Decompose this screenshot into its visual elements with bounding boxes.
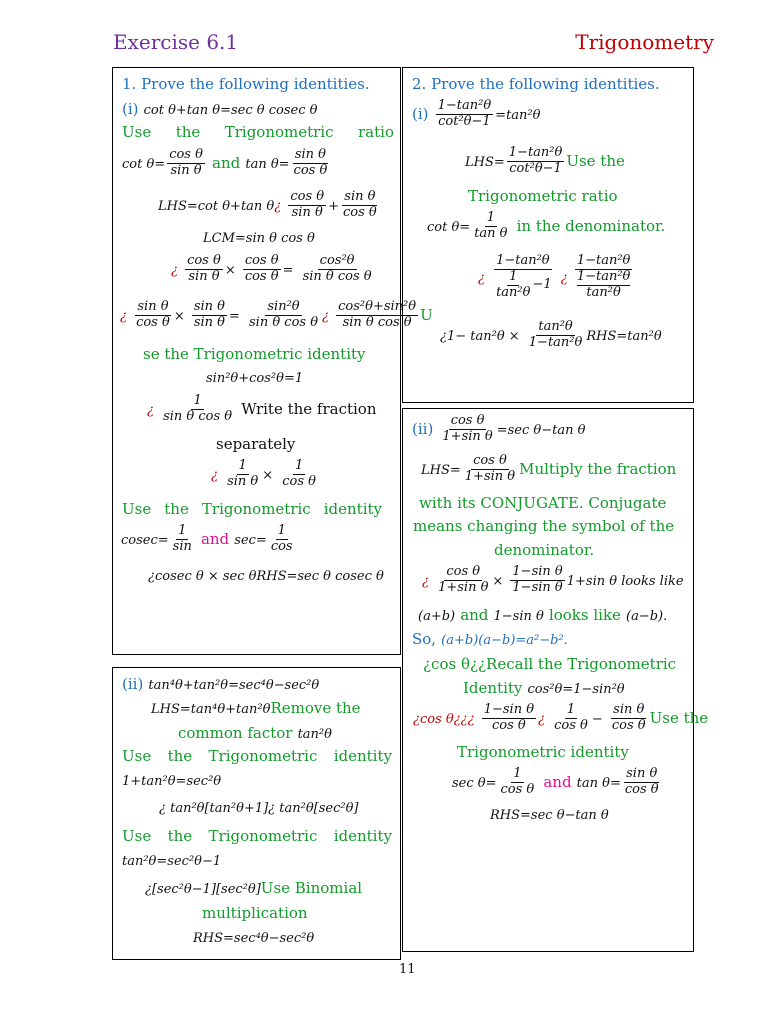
q1-recip-defs: cosec= $\frac{1}{\sin}$ and sec= $\frac{1}{\cos}$: [121, 523, 293, 554]
q1-final: ¿cosec θ × sec θRHS=sec θ cosec θ: [148, 569, 384, 584]
q1ii-lhs: LHS=tan⁴θ+tan²θRemove the: [151, 699, 361, 717]
q2ii-conjugate-1: with its CONJUGATE. Conjugate: [419, 494, 667, 512]
q2ii-recall: ¿cos θ¿¿Recall the Trigonometric: [423, 655, 677, 673]
q2-lhs: LHS= $\frac{\text{1−tan²θ}}{\text{cot²θ−1}}$ Use the: [465, 145, 625, 176]
q1ii-rhs: RHS=sec⁴θ−sec²θ: [193, 931, 315, 946]
q1-step-sin: ¿ $\frac{\text{sin θ}}{\text{cos θ}}$ × $\frac{\text{sin θ}}{\text{sin θ}}$ = $\frac{\text{sin²θ}}{\text{sin θ cos θ}}$ ¿ $\frac{\text{cos²θ+sin²θ}}{\text{sin θ cos θ}}$ U: [120, 299, 433, 330]
q1ii-step-1: ¿ tan²θ[tan²θ+1]¿ tan²θ[sec²θ]: [159, 801, 359, 816]
q1-pythagorean: sin²θ+cos²θ=1: [206, 371, 304, 386]
q2ii-rhs: RHS=sec θ−tan θ: [490, 808, 609, 823]
q1-step-cos: ¿ $\frac{\text{cos θ}}{\text{sin θ}}$ × $\frac{\text{cos θ}}{\text{cos θ}}$ = $\frac{\text{cos²θ}}{\text{sin θ cos θ}}$: [171, 253, 372, 284]
q1-box: [112, 67, 433, 655]
q1ii-common-factor: common factor tan²θ: [178, 724, 332, 742]
q2ii-identity: Identity cos²θ=1−sin²θ: [463, 679, 625, 697]
q1-title: 1. Prove the following identities.: [122, 75, 370, 93]
q1ii-identity-2: tan²θ=sec²θ−1: [122, 854, 222, 869]
q1-lhs-line: LHS=cot θ+tan θ¿ $\frac{\text{cos θ}}{\text{sin θ}}$ + $\frac{\text{sin θ}}{\text{cos θ}}$: [158, 189, 377, 220]
q1-separately: separately: [216, 435, 296, 453]
q1-lcm: LCM=sin θ cos θ: [203, 231, 315, 246]
q2ii-conjugate-3: denominator.: [494, 541, 595, 559]
q2ii-conjugate-2: means changing the symbol of the: [413, 517, 675, 535]
q2ii-lhs: LHS= $\frac{\text{cos θ}}{\text{1+sin θ}}$ Multiply the fraction: [421, 453, 677, 484]
q1-se-identity: se the Trigonometric identity: [143, 345, 366, 363]
q1ii-identity-1: 1+tan²θ=sec²θ: [122, 774, 222, 789]
page-number: 11: [399, 962, 416, 977]
q1-split: ¿ $\frac{1}{\text{sin θ}}$ × $\frac{1}{\text{cos θ}}$: [211, 458, 316, 489]
q2-title: 2. Prove the following identities.: [412, 75, 660, 93]
q2-statement: (i) $\frac{\text{1−tan²θ}}{\text{cot²θ−1}}$ =tan²θ: [412, 98, 541, 129]
q1-use-ratio: Use the Trigonometric ratio: [122, 123, 394, 141]
q2ii-conj-mult: ¿ $\frac{\text{cos θ}}{\text{1+sin θ}}$ × $\frac{\text{1−sin θ}}{\text{1−sin θ}}$ 1+sin θ looks like: [422, 564, 684, 595]
q2ii-split: ¿cos θ¿¿¿ $\frac{\text{1−sin θ}}{\text{cos θ}}$ ¿ $\frac{1}{\text{cos θ}}$ − $\frac{\text{sin θ}}{\text{cos θ}}$ Use the: [413, 702, 709, 733]
q2-cot-def: cot θ= $\frac{1}{\text{tan θ}}$ in the denominator.: [427, 210, 666, 241]
q1ii-statement: (ii) tan⁴θ+tan²θ=sec⁴θ−sec²θ: [122, 675, 320, 693]
q1ii-box: [112, 667, 401, 960]
q2ii-so: So, (a+b)(a−b)=a²−b².: [412, 630, 568, 648]
q2-box: [402, 67, 694, 403]
q2ii-looks-like: (a+b) and 1−sin θ looks like (a−b).: [418, 606, 668, 624]
q2ii-defs: sec θ= $\frac{1}{\text{cos θ}}$ and tan θ= $\frac{\text{sin θ}}{\text{cos θ}}$: [452, 766, 659, 797]
q2-last-step: ¿1− tan²θ × $\frac{\text{tan²θ}}{\text{1−tan²θ}}$ RHS=tan²θ: [440, 319, 662, 350]
q2ii-box: [402, 408, 709, 952]
q1ii-use-identity-1: Use the Trigonometric identity: [122, 747, 392, 765]
q2-substituted: ¿ 1−tan²θ $\frac{1}{\text{tan²θ}}$ −1 ¿ 1−tan²θ 1−tan²θ tan²θ: [478, 253, 631, 300]
chapter-title: Trigonometry: [575, 30, 714, 54]
q1ii-step-2: ¿[sec²θ−1][sec²θ]Use Binomial: [145, 879, 363, 897]
q2ii-statement: (ii) $\frac{\text{cos θ}}{\text{1+sin θ}}$ =sec θ−tan θ: [412, 413, 586, 444]
exercise-title: Exercise 6.1: [113, 30, 239, 54]
q1-statement: (i) cot θ+tan θ=sec θ cosec θ: [122, 100, 318, 118]
q1ii-use-identity-2: Use the Trigonometric identity: [122, 827, 392, 845]
q1ii-multiplication: multiplication: [202, 904, 308, 922]
q2-trig-ratio: Trigonometric ratio: [468, 187, 618, 205]
q1-one-over: ¿ $\frac{1}{\text{sin θ cos θ}}$ Write the fraction: [147, 393, 377, 424]
q1-use-identity: Use the Trigonometric identity: [122, 500, 382, 518]
q2ii-trig-identity: Trigonometric identity: [457, 743, 629, 761]
q1-ratio-defs: cot θ= $\frac{\text{cos θ}}{\text{sin θ}}$ and tan θ= $\frac{\text{sin θ}}{\text{cos θ}}$: [122, 147, 328, 178]
